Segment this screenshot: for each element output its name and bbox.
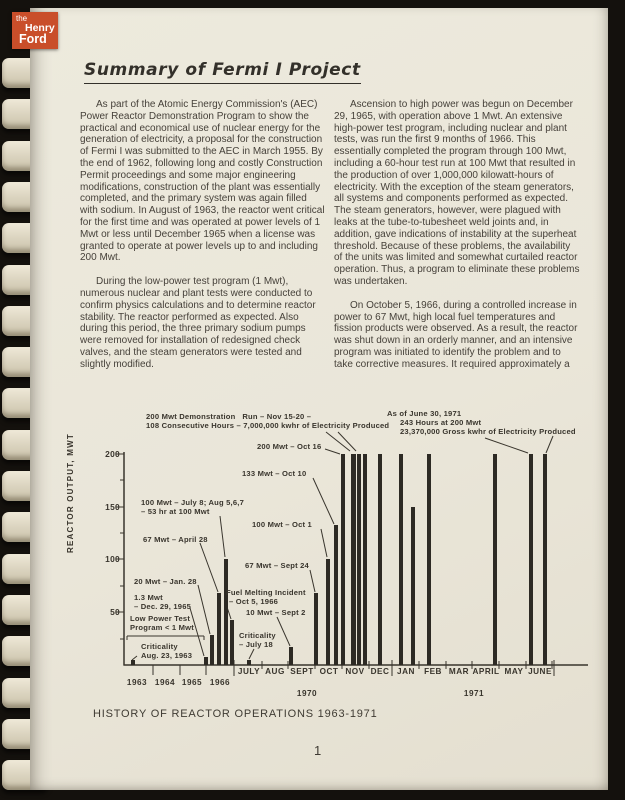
chart-bar — [314, 593, 318, 665]
label-200mwt-oct16: 200 Mwt – Oct 16 — [257, 442, 322, 451]
logo-text-henry: Henry — [25, 22, 55, 34]
chart-bar — [378, 454, 382, 665]
label-67mwt-sept24: 67 Mwt – Sept 24 — [245, 561, 309, 570]
xtick-year-1971: 1971 — [463, 689, 485, 698]
xtick-1965: 1965 — [181, 678, 203, 687]
ytick-100: 100 — [105, 554, 120, 564]
xtick-1963: 1963 — [126, 678, 148, 687]
chart-bar — [210, 635, 214, 665]
chart-bar — [399, 454, 403, 665]
xtick-sept: SEPT — [290, 667, 314, 676]
label-criticality-1963: Criticality — [141, 642, 178, 651]
xtick-1966: 1966 — [209, 678, 231, 687]
chart-bar — [529, 454, 533, 665]
label-20mwt-jan28: 20 Mwt – Jan. 28 — [134, 577, 197, 586]
chart-line — [249, 649, 254, 659]
note-demo-run: 108 Consecutive Hours – 7,000,000 kwhr of Electricity Produced — [146, 421, 390, 430]
xtick-june: JUNE — [528, 667, 552, 676]
chart-line — [313, 478, 334, 524]
xtick-mar: MAR — [448, 667, 470, 676]
label-criticality-1963: Aug. 23, 1963 — [141, 651, 193, 660]
xtick-oct: OCT — [319, 667, 339, 676]
chart-line — [277, 617, 290, 646]
label-10mwt-sept2: 10 Mwt – Sept 2 — [246, 608, 306, 617]
xtick-nov: NOV — [345, 667, 365, 676]
chart-line — [485, 438, 528, 453]
chart-bar — [204, 657, 208, 665]
xtick-feb: FEB — [424, 667, 442, 676]
chart-bar — [131, 660, 135, 665]
chart-line — [546, 436, 553, 453]
chart-bar — [326, 559, 330, 665]
label-67mwt-april28: 67 Mwt – April 28 — [143, 535, 208, 544]
chart-bar — [543, 454, 547, 665]
label-fuel-melting: Fuel Melting Incident — [226, 588, 306, 597]
label-criticality-1970: Criticality — [239, 631, 276, 640]
label-1-3mwt: – Dec. 29, 1965 — [134, 602, 192, 611]
chart-bar — [341, 454, 345, 665]
label-low-power: Program < 1 Mwt — [130, 623, 194, 632]
label-100mwt-july8: 100 Mwt – July 8; Aug 5,6,7 — [141, 498, 245, 507]
page-number: 1 — [314, 743, 322, 758]
document-page — [30, 8, 608, 790]
chart-line — [220, 516, 225, 557]
paragraph: During the low-power test program (1 Mwt), numerous nuclear and plant tests were conducted to confirm physics calculations and to determine reactor stability. The reactor performed as expected. Also during this period, the three primary sodium pumps were removed for installation of redesigned check valves, and the steam generators were tested and slightly modified. — [80, 276, 316, 370]
chart-bar — [217, 593, 221, 665]
xtick-year-1970: 1970 — [296, 689, 318, 698]
xtick-jan: JAN — [397, 667, 415, 676]
note-as-of: 243 Hours at 200 Mwt — [400, 418, 482, 427]
chart-line — [310, 570, 315, 592]
henry-ford-logo — [12, 12, 58, 49]
paragraph: Ascension to high power was begun on December 29, 1965, with operation above 1 Mwt. An extensive high-power test program, including nuclear and plant tests, was run the first 9 months of 1966. This essentially completed the program through 100 Mwt, including a 60-hour test run at 100 Mwt that resulted in the production of over 1,000,000 kilowatt-hours of electricity. With the exception of the steam generators, all systems and components performed as expected. The steam generators, however, were plagued with leaks at the tube-to-tubesheet weld joints and, in addition, gave indications of instability at the superheat threshold. Because of these problems, the availability of the units was limited and somewhat curtailed reactor operation. Thus, a program to eliminate these problems was undertaken. — [334, 99, 580, 287]
label-fuel-melting: – Oct 5, 1966 — [229, 597, 279, 606]
ytick-50: 50 — [110, 607, 120, 617]
xtick-may: MAY — [504, 667, 524, 676]
paragraph: On October 5, 1966, during a controlled increase in power to 67 Mwt, high local fuel temperatures and fission products were observed. As a result, the reactor was shut down in an orderly manner, and an intensive program was initiated to identify the problem and to take corrective measures. It required approximately a — [334, 299, 578, 370]
xtick-july: JULY — [237, 667, 261, 676]
chart-bar — [411, 507, 415, 665]
chart-line — [325, 449, 340, 454]
chart-bar — [351, 454, 356, 665]
page-title: Summary of Fermi I Project — [84, 60, 361, 84]
logo-text-ford: Ford — [19, 32, 47, 46]
ytick-150: 150 — [105, 502, 120, 512]
chart-bar — [357, 454, 361, 665]
chart-bar — [247, 660, 251, 665]
reactor-operations-chart: REACTOR OUTPUT, MWT 200 Mwt Demonstration Run – Nov 15-20 – 108 Consecutive Hours – 7,000,000 kwhr of Electricity Produced As of June 30, 1971 243 Hours at 200 Mwt 23,370,000 Gross kwhr of Electricity Produced 200 Mwt – Oct 16 133 Mwt – Oct 10 100 Mwt – July 8; Aug 5,6,7 – 53 hr at 100 Mwt 100 Mwt – Oct 1 67 Mwt – April 28 67 Mwt – Sept 24 20 Mwt – Jan. 28 Fuel Melting Incident – Oct 5, 1966 1.3 Mwt – Dec. 29, 1965 10 Mwt – Sept 2 Low Power Test Program < 1 Mwt Criticality – July 18 Criticality Aug. 23, 1963 JULY AUG SEPT OCT NOV DEC JAN FEB MAR APRIL MAY JUNE 1963 1964 1965 1966 1970 1971 200 150 100 50 — [30, 8, 608, 790]
ytick-200: 200 — [105, 449, 120, 459]
xtick-aug: AUG — [265, 667, 285, 676]
chart-caption: HISTORY OF REACTOR OPERATIONS 1963-1971 — [93, 708, 378, 720]
xtick-dec: DEC — [370, 667, 390, 676]
chart-bar — [493, 454, 497, 665]
logo-text-the: the — [16, 14, 28, 23]
chart-line — [200, 543, 218, 592]
paragraph: As part of the Atomic Energy Commission's (AEC) Power Reactor Demonstration Program to show the practical and economical use of nuclear energy for the generation of electricity, a proposal for the construction of Fermi I was submitted to the AEC in March 1955. By the end of 1962, following long and costly Construction Permit proceedings and some major engineering modifications, construction of the plant was essentially completed, and the primary system was again filled with sodium. In August of 1963, the reactor went critical for the first time and was operated at power levels of 1 Mwt or less until December 1965 when a license was granted to operate at power levels up to and including 200 Mwt. — [80, 99, 325, 264]
chart-bar — [224, 559, 228, 665]
chart-line — [190, 608, 204, 656]
chart-bar — [427, 454, 431, 665]
label-100mwt-oct1: 100 Mwt – Oct 1 — [252, 520, 312, 529]
chart-bar — [289, 647, 293, 665]
chart-line — [321, 529, 327, 557]
label-criticality-1970: – July 18 — [239, 640, 273, 649]
label-100mwt-july8: – 53 hr at 100 Mwt — [141, 507, 210, 516]
label-133mwt-oct10: 133 Mwt – Oct 10 — [242, 469, 307, 478]
xtick-april: APRIL — [472, 667, 500, 676]
chart-bar — [230, 620, 234, 665]
xtick-1964: 1964 — [154, 678, 176, 687]
label-low-power: Low Power Test — [130, 614, 191, 623]
note-demo-run: 200 Mwt Demonstration Run – Nov 15-20 – — [146, 412, 312, 421]
label-1-3mwt: 1.3 Mwt — [134, 593, 163, 602]
note-as-of: 23,370,000 Gross kwhr of Electricity Produced — [400, 427, 576, 436]
chart-bar — [334, 525, 338, 665]
chart-bar — [363, 454, 367, 665]
chart-line — [198, 585, 210, 634]
note-as-of: As of June 30, 1971 — [387, 409, 462, 418]
